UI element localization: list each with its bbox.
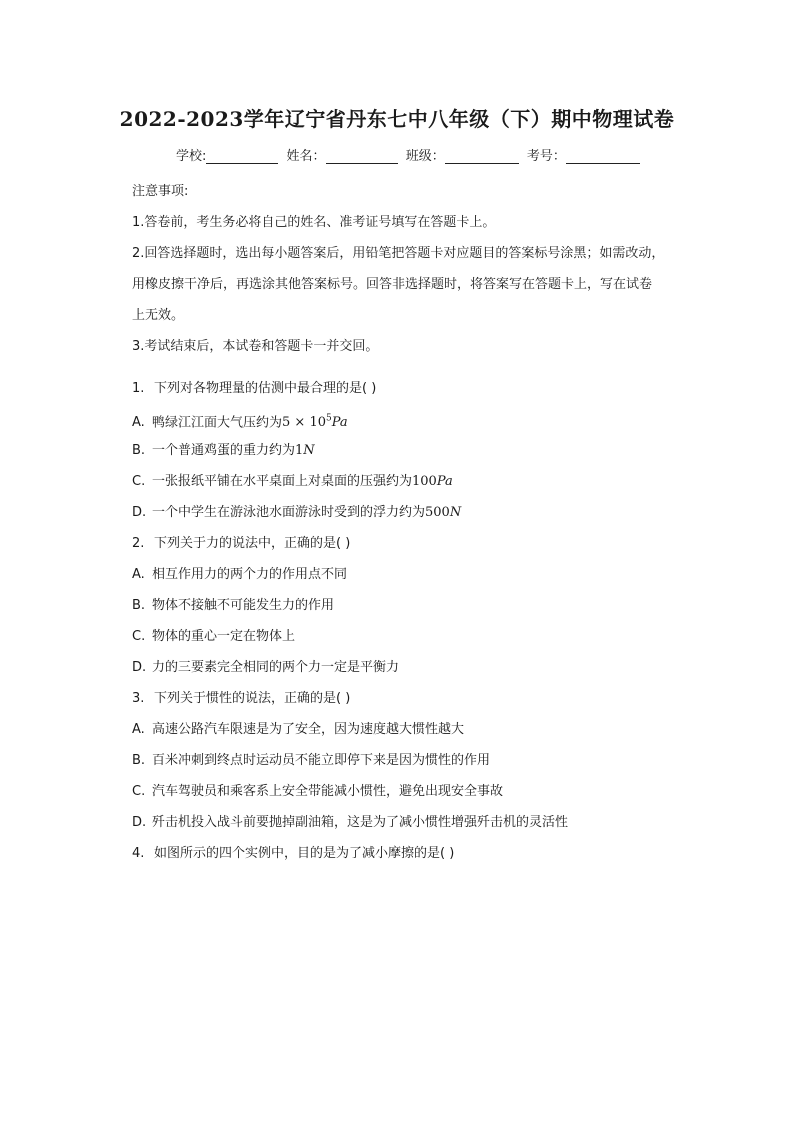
option [132,652,692,683]
option [132,559,692,590]
option-math [282,415,348,430]
option-letter: A. [132,722,145,737]
option-math [425,505,461,520]
math-value: 1 [295,443,304,458]
option-math [295,443,315,458]
option-letter: B. [132,443,146,458]
note-item: 用橡皮擦干净后，再选涂其他答案标号。回答非选择题时，将答案写在答题卡上，写在试卷 [132,277,653,292]
math-value: 500 [425,505,450,520]
math-exponent: 5 [326,414,332,424]
class-blank [445,149,519,164]
option-letter: B. [132,598,146,613]
question-number: 4. [132,846,145,861]
page-title: 2022-2023学年辽宁省丹东七中八年级（下）期中物理试卷 [119,107,675,131]
option [132,466,692,497]
student-info-line [176,145,644,164]
option [132,590,692,621]
option-letter: C. [132,474,146,489]
math-unit: N [449,505,462,520]
option-text: 百米冲刺到终点时运动员不能立即停下来是因为惯性的作用 [152,753,491,768]
question-stem [132,683,692,714]
question-text: 下列对各物理量的估测中最合理的是( ) [154,381,377,396]
option [132,807,692,838]
question-number: 2. [132,536,145,551]
option [132,404,692,435]
note-item: 1.答卷前，考生务必将自己的姓名、准考证号填写在答题卡上。 [132,215,496,230]
note-item: 上无效。 [132,308,185,323]
option-letter: C. [132,629,146,644]
note-item: 2.回答选择题时，选出每小题答案后，用铅笔把答题卡对应题目的答案标号涂黑；如需改动， [132,246,665,261]
option-letter: B. [132,753,146,768]
option-letter: C. [132,784,146,799]
math-unit: N [303,443,315,458]
option-letter: A. [132,415,145,431]
option [132,714,692,745]
option [132,621,692,652]
question-stem [132,373,692,404]
question-stem [132,838,692,869]
option-text: 物体不接触不可能发生力的作用 [152,598,335,613]
option [132,776,692,807]
questions-section [132,373,692,869]
question-number: 3. [132,691,145,706]
school-blank [206,149,278,164]
exam-no-blank [566,149,640,164]
option-text: 力的三要素完全相同的两个力一定是平衡力 [152,660,400,675]
option-text: 高速公路汽车限速是为了安全，因为速度越大惯性越大 [152,722,465,737]
name-label: 姓名： [286,149,326,164]
option-letter: D. [132,660,147,675]
option-text: 物体的重心一定在物体上 [152,629,296,644]
question-text: 下列关于力的说法中，正确的是( ) [154,536,351,551]
option-text: 一张报纸平铺在水平桌面上对桌面的压强约为 [152,474,413,489]
option-text: 一个普通鸡蛋的重力约为 [152,443,296,458]
option [132,435,692,466]
question-text: 如图所示的四个实例中，目的是为了减小摩擦的是( ) [154,846,455,861]
option-text: 歼击机投入战斗前要抛掉副油箱，这是为了减小惯性增强歼击机的灵活性 [152,815,569,830]
option [132,497,692,528]
notes-heading: 注意事项: [132,184,189,199]
math-unit: Pa [331,415,348,431]
math-unit: Pa [436,474,453,489]
question-stem [132,528,692,559]
question-number: 1. [132,381,145,396]
option-letter: D. [132,815,147,830]
class-label: 班级： [405,149,445,164]
question-text: 下列关于惯性的说法，正确的是( ) [154,691,351,706]
option-letter: D. [132,505,147,520]
option-letter: A. [132,567,145,582]
option-text: 鸭绿江江面大气压约为 [152,415,283,431]
exam-no-label: 考号： [526,149,566,164]
notes-section [132,176,692,362]
math-value: 100 [412,474,437,489]
option-text: 一个中学生在游泳池水面游泳时受到的浮力约为 [152,505,426,520]
school-label: 学校: [176,149,207,164]
note-item: 3.考试结束后，本试卷和答题卡一并交回。 [132,339,379,354]
option-math [412,474,453,489]
option-text: 相互作用力的两个力的作用点不同 [152,567,348,582]
math-value: 5 × 10 [282,415,326,431]
option-text: 汽车驾驶员和乘客系上安全带能减小惯性，避免出现安全事故 [152,784,504,799]
name-blank [326,149,398,164]
option [132,745,692,776]
